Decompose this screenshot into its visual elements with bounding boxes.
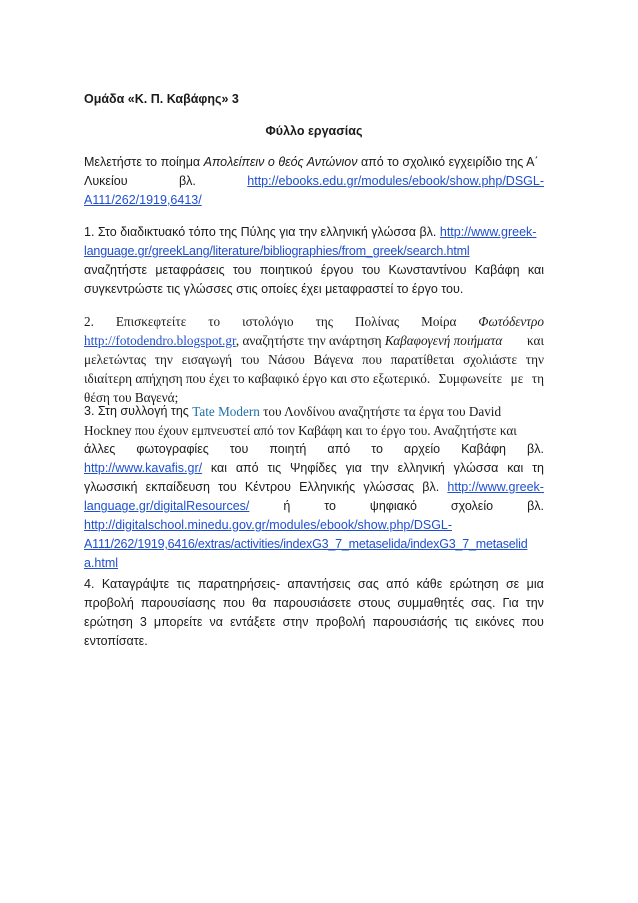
word: από [327, 442, 351, 456]
word: Καταγράψτε [101, 577, 170, 591]
word: παρατηρήσεις- [197, 577, 280, 591]
question-2 [84, 312, 544, 407]
word: Καβάφη [461, 442, 507, 456]
word: και [210, 461, 228, 475]
word: ερώτηση [84, 615, 133, 629]
q2-text: , αναζητήστε την ανάρτηση [235, 333, 385, 348]
intro-text: από το σχολικό εγχειρίδιο της Α΄ [357, 155, 539, 169]
group-heading: Ομάδα «Κ. Π. Καβάφης» 3 [84, 92, 239, 106]
q2-line-3 [84, 350, 544, 369]
q2-word: της [315, 314, 333, 329]
digital-resources-link[interactable]: language.gr/digitalResources/ [84, 499, 250, 513]
q3-line-4 [84, 459, 544, 478]
word: ερώτηση [449, 577, 499, 591]
poem-title: Απολείπειν ο θεός Αντώνιον [203, 155, 358, 169]
word: την [525, 352, 544, 367]
q1-line-3 [84, 261, 544, 280]
word: Για [502, 596, 519, 610]
word: την [370, 461, 389, 475]
intro-text: βλ. [178, 174, 196, 188]
word: του [218, 480, 237, 494]
q2-word: Μοίρα [421, 314, 457, 329]
word: Καβάφη [474, 263, 520, 277]
intro-line-3 [84, 191, 544, 210]
digital-school-link-end[interactable]: a.html [84, 556, 119, 570]
word: εκπαίδευση [145, 480, 210, 494]
word: σας [357, 577, 379, 591]
word: να [209, 615, 224, 629]
q3-line-1 [84, 402, 544, 421]
word: με [510, 371, 524, 386]
intro-text: Μελετήστε το ποίημα [84, 155, 204, 169]
word: που [521, 615, 544, 629]
word: άλλες [84, 442, 116, 456]
word: ποιητή [269, 442, 307, 456]
word: για [345, 461, 362, 475]
greek-language-digital-link[interactable]: http://www.greek- [447, 480, 544, 494]
word: του [361, 263, 381, 277]
word: προβολή [315, 615, 366, 629]
q3-text: 3. Στη συλλογή της [84, 404, 193, 418]
word: που [222, 596, 245, 610]
word: ελληνική [397, 461, 445, 475]
q3-line-6 [84, 497, 544, 516]
kavafis-archive-link[interactable]: http://www.kavafis.gr/ [84, 461, 203, 475]
q2-word: 2. [84, 314, 94, 329]
question-1 [84, 223, 544, 299]
q1-line-4 [84, 280, 544, 299]
word: γλώσσας [363, 480, 415, 494]
q1-text: 1. Στο διαδικτυακό τόπο της Πύλης για την ελληνική γλώσσα βλ. [84, 225, 440, 239]
word: 3 [139, 615, 147, 629]
word: στην [282, 615, 309, 629]
word: εισαγωγή [181, 352, 233, 367]
word: κάθε [416, 577, 443, 591]
digital-school-link[interactable]: http://digitalschool.minedu.gov.gr/modules/ebook/show.php/DSGL- [84, 518, 453, 532]
greek-language-link[interactable]: http://www.greek- [439, 225, 537, 239]
q3-line-8 [84, 535, 544, 554]
word: μπορείτε [153, 615, 203, 629]
word: απαντήσεις [287, 577, 351, 591]
word: προβολή [84, 596, 134, 610]
q4-line-1 [84, 575, 544, 594]
intro-line-1 [84, 153, 544, 172]
digital-school-link-continued[interactable]: A111/262/1919,6416/extras/activities/indexG3_7_metaselida/indexG3_7_metaselid [84, 537, 528, 551]
word: φωτογραφίες [136, 442, 209, 456]
word: Κέντρου [244, 480, 291, 494]
word: και [507, 461, 524, 475]
word: αρχείο [403, 442, 441, 456]
q3-line-7 [84, 516, 544, 535]
tate-modern-link[interactable]: Tate Modern [192, 404, 260, 419]
word: τις [267, 461, 282, 475]
word: από [235, 461, 259, 475]
word: στους [358, 596, 391, 610]
word: θα [251, 596, 267, 610]
word: Ελληνικής [299, 480, 356, 494]
blog-name: Φωτόδεντρο [478, 314, 544, 329]
word: βλ. [527, 442, 544, 456]
page-title: Φύλλο εργασίας [265, 124, 363, 138]
word: τις [176, 577, 191, 591]
word: ιδιαίτερη απήχηση που έχει το καβαφικό έργο και στο εξωτερικό. [84, 371, 431, 386]
word: το [371, 442, 383, 456]
q4-line-3 [84, 613, 544, 632]
word: Κωνσταντίνου [388, 263, 467, 277]
word: την [525, 596, 544, 610]
word: γλωσσική [84, 480, 138, 494]
word: του [229, 442, 249, 456]
word: γλώσσα [453, 461, 499, 475]
word: ποιητικού [259, 263, 313, 277]
word: βλ. [422, 480, 440, 494]
ebooks-link[interactable]: http://ebooks.edu.gr/modules/ebook/show.php/DSGL- [247, 174, 544, 188]
word: Ψηφίδες [289, 461, 337, 475]
word: συμμαθητές [397, 596, 465, 610]
word: ψηφιακό [369, 499, 417, 513]
word: 4. [84, 577, 95, 591]
word: την [154, 352, 173, 367]
question-3 [84, 402, 544, 573]
q2-text: και [527, 333, 544, 348]
q1-line-2 [84, 242, 544, 261]
greek-language-link-continued[interactable]: language.gr/greekLang/literature/bibliographies/from_greek/search.html [84, 244, 470, 258]
intro-text: Λυκείου [84, 174, 128, 188]
word: μελετώντας [84, 352, 146, 367]
word: Νάσου [268, 352, 305, 367]
word: εικόνες [475, 615, 515, 629]
word: το [324, 499, 336, 513]
word: παρουσιάσής [372, 615, 448, 629]
word: σας. [471, 596, 496, 610]
q4-line-4 [84, 632, 544, 651]
q3-line-9 [84, 554, 544, 573]
q2-text: θέση του Βαγενά; [84, 390, 179, 405]
q3-text: Hockney που έχουν εμπνευστεί από τον Καβάφη και το έργο του. Αναζητήστε και [84, 423, 517, 438]
q2-word: ιστολόγιο [242, 314, 294, 329]
word: που [362, 352, 382, 367]
word: αναζητήστε [84, 263, 148, 277]
word: του [240, 352, 260, 367]
word: έργου [320, 263, 354, 277]
question-4 [84, 575, 544, 651]
word: μεταφράσεις [155, 263, 225, 277]
word: ή [283, 499, 291, 513]
word: από [386, 577, 410, 591]
word: μια [526, 577, 544, 591]
intro-line-2 [84, 172, 544, 191]
q2-line-4 [84, 369, 544, 388]
q4-text: εντοπίσατε. [84, 634, 148, 648]
q4-line-2 [84, 594, 544, 613]
word: Βάγενα [313, 352, 354, 367]
word: του [232, 263, 252, 277]
word: εντάξετε [230, 615, 276, 629]
q2-word: Επισκεφτείτε [115, 314, 187, 329]
q2-line-2 [84, 331, 544, 350]
fotodendro-link[interactable]: http://fotodendro.blogspot.gr [84, 333, 236, 348]
q2-line-2-content [84, 331, 502, 350]
q1-text: συγκεντρώστε τις γλώσσες στις οποίες έχει μεταφραστεί το έργο του. [84, 282, 464, 296]
word: τη [532, 461, 544, 475]
q2-word: το [208, 314, 221, 329]
post-title: Καβαφογενή ποιήματα [384, 333, 503, 348]
word: και [527, 263, 544, 277]
word: τις [454, 615, 469, 629]
word: σχολιάστε [463, 352, 517, 367]
word: τη [531, 371, 544, 386]
q2-line-1 [84, 312, 544, 331]
q1-line-1 [84, 223, 544, 242]
word: Συμφωνείτε [438, 371, 503, 386]
word: σχολείο [450, 499, 494, 513]
q3-text: του Λονδίνου αναζητήστε τα έργα του David [259, 404, 502, 419]
q3-line-3 [84, 440, 544, 459]
q3-line-2 [84, 421, 544, 440]
word: βλ. [527, 499, 544, 513]
word: παρουσιάσετε [273, 596, 352, 610]
word: παρατίθεται [390, 352, 455, 367]
intro-paragraph [84, 153, 544, 210]
word: παρουσίασης [140, 596, 216, 610]
q3-line-5 [84, 478, 544, 497]
word: σε [505, 577, 520, 591]
ebooks-link-continued[interactable]: A111/262/1919,6413/ [84, 193, 202, 207]
q2-word: Πολίνας [354, 314, 400, 329]
